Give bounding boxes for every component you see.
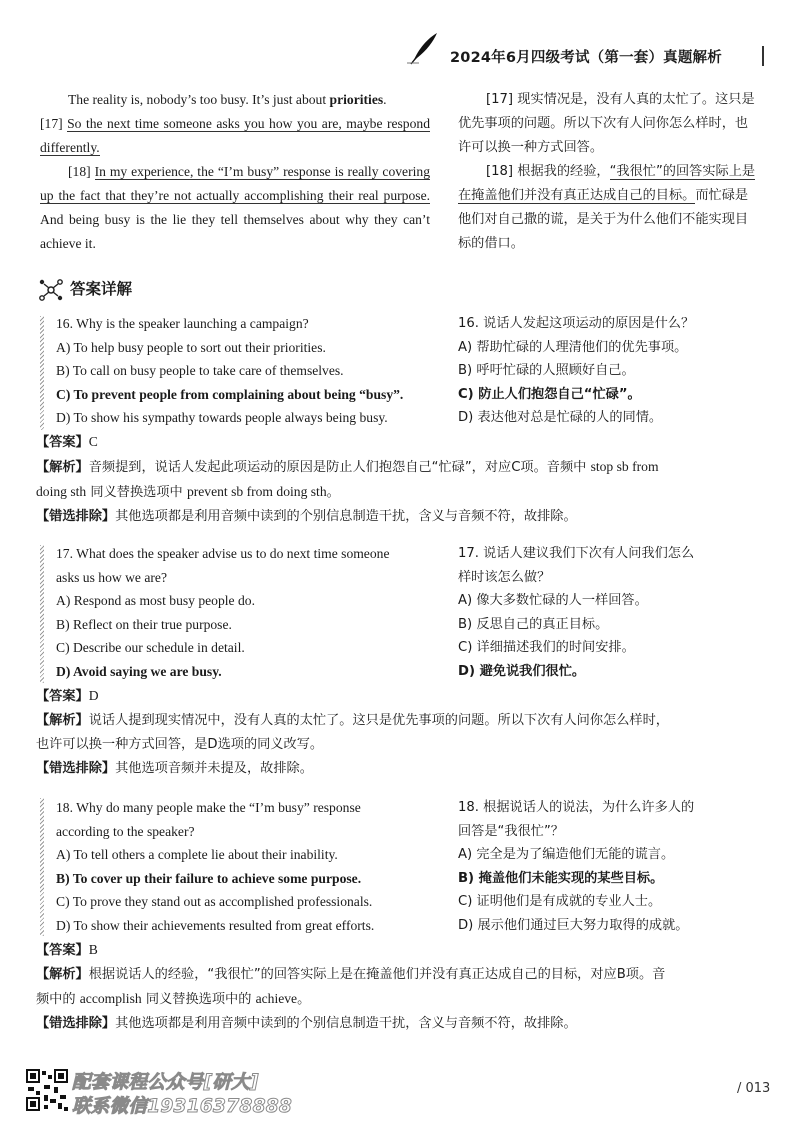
answer-16: 【答案】C 【解析】音频提到，说话人发起此项运动的原因是防止人们抱怨自己“忙碌”，对应C项。音频中 stop sb from doing sth 同义替换选项中 prevent sb from doing sth。 【错选排除】其他选项都是利用音频中读到的个别信息制造干扰，含义与音频不符，故排除。 [36,434,659,524]
answer-17: 【答案】D 【解析】说话人提到现实情况中，没有人真的太忙了。这只是优先事项的问题。所以下次有人问你怎么样时， 也许可以换一种方式回答，是D选项的同义改写。 【错选排除】其他选项音频并未提及，故排除。 [36,688,669,776]
question-18-chinese: 18. 根据说话人的说法，为什么许多人的 回答是“我很忙”？ A) 完全是为了编造他们无能的谎言。 B) 掩盖他们未能实现的某些目标。 C) 证明他们是有成就的专业人士。 D) 展示他们通过巨大努力取得的成就。 [458,800,695,933]
promo-line-2: 联系微信19316378888 [72,1096,293,1117]
passage-en-para-3: [18] In my experience, the “I’m busy” response is really covering up the fact that they’re not actually accomplishing their real purpose. And being busy is the lie they tell themselves about why they can’t achieve it. [40,164,430,251]
passage-zh-para-1: [17] 现实情况是，没有人真的太忙了。这只是优先事项的问题。所以下次有人问你怎么样时，也许可以换一种方式回答。 [458,92,755,155]
question-17-english: 17. What does the speaker advise us to do next time someone asks us how we are? A) Respond as most busy people do. B) Reflect on their true purpose. C) Describe our schedule in detail. D) Avoid saying we are busy. [56,546,390,679]
question-marker [40,316,44,430]
passage-english [40,88,430,256]
question-16-english: 16. Why is the speaker launching a campaign? A) To help busy people to sort out their priorities. B) To call on busy people to take care of themselves. C) To prevent people from complaining about being “busy”. D) To show his sympathy towards people always being busy. [56,316,404,425]
question-marker [40,798,44,936]
passage-en-para-2: [17] So the next time someone asks you how you are, maybe respond differently. [40,116,430,155]
promo-line-1: 配套课程公众号[研大] [72,1072,259,1093]
question-16-chinese: 16. 说话人发起这项运动的原因是什么？ A) 帮助忙碌的人理清他们的优先事项。 B) 呼吁忙碌的人照顾好自己。 C) 防止人们抱怨自己“忙碌”。 D) 表达他对总是忙碌的人的同情。 [458,316,695,425]
molecule-icon [38,278,64,302]
passage-en-para-1: The reality is, nobody’s too busy. It’s just about priorities. [68,92,387,107]
header-divider [762,46,764,66]
answer-18: 【答案】B 【解析】根据说话人的经验，“我很忙”的回答实际上是在掩盖他们并没有真正达成自己的目标，对应B项。音 频中的 accomplish 同义替换选项中的 achieve。 【错选排除】其他选项都是利用音频中读到的个别信息制造干扰，含义与音频不符，故排除。 [36,942,666,1031]
page-number: / 013 [737,1081,771,1096]
section-title: 答案详解 [70,280,133,298]
header-title: 2024年6月四级考试（第一套）真题解析 [450,50,722,66]
passage-chinese [458,88,758,256]
question-17-chinese: 17. 说话人建议我们下次有人问我们怎么 样时该怎么做？ A) 像大多数忙碌的人一样回答。 B) 反思自己的真正目标。 C) 详细描述我们的时间安排。 D) 避免说我们很忙。 [458,546,695,679]
question-marker [40,545,44,683]
passage-zh-para-2: [18] 根据我的经验，“我很忙”的回答实际上是在掩盖他们并没有真正达成自己的目标。而忙碌是他们对自己撒的谎，是关于为什么他们不能实现目标的借口。 [458,164,756,251]
qr-code-icon [26,1069,68,1111]
quill-icon [405,30,441,66]
question-18-english: 18. Why do many people make the “I’m busy” response according to the speaker? A) To tell others a complete lie about their inability. B) To cover up their failure to achieve some purpose. C) To prove they stand out as accomplished professionals. D) To show their achievements resulted from great efforts. [56,800,375,933]
